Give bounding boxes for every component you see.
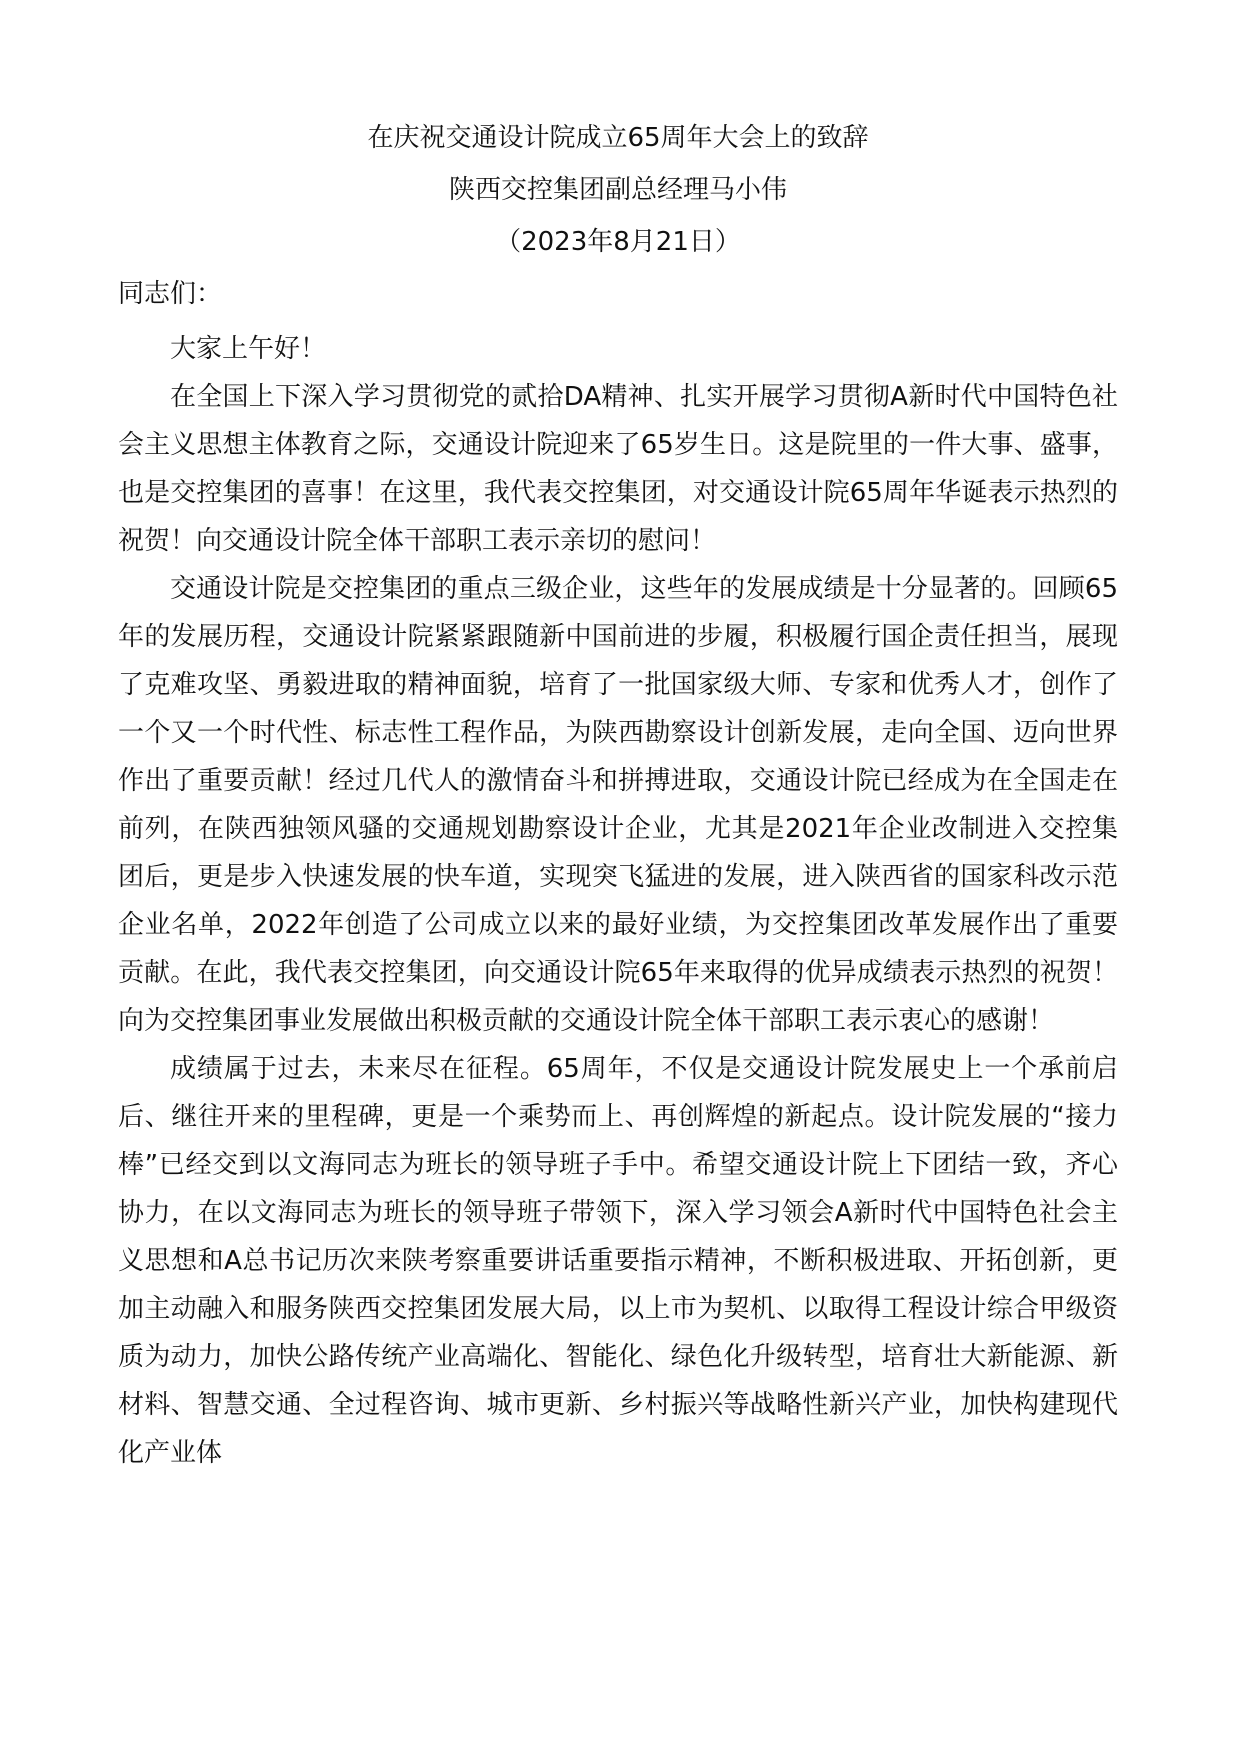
- paragraph-greeting: 大家上午好！: [170, 334, 327, 364]
- speaker-line: 陕西交控集团副总经理马小伟: [448, 175, 787, 205]
- speech-title: 在庆祝交通设计院成立65周年大会上的致辞: [367, 123, 869, 153]
- salutation: 同志们：: [118, 279, 223, 309]
- paragraph-congratulations: 在全国上下深入学习贯彻党的贰拾DA精神、扎实开展学习贯彻A新时代中国特色社会主义思想主体教育之际，交通设计院迎来了65岁生日。这是院里的一件大事、盛事，也是交控集团的喜事！在这里，我代表交控集团，对交通设计院65周年华诞表示热烈的祝贺！向交通设计院全体干部职工表示亲切的慰问！: [118, 382, 1118, 556]
- speech-date: （2023年8月21日）: [495, 227, 741, 257]
- document-page: [118, 118, 1118, 1477]
- paragraph-expectations: 成绩属于过去，未来尽在征程。65周年，不仅是交通设计院发展史上一个承前启后、继往开来的里程碑，更是一个乘势而上、再创辉煌的新起点。设计院发展的“接力棒”已经交到以文海同志为班长的领导班子手中。希望交通设计院上下团结一致，齐心协力，在以文海同志为班长的领导班子带领下，深入学习领会A新时代中国特色社会主义思想和A总书记历次来陕考察重要讲话重要指示精神，不断积极进取、开拓创新，更加主动融入和服务陕西交控集团发展大局，以上市为契机、以取得工程设计综合甲级资质为动力，加快公路传统产业高端化、智能化、绿色化升级转型，培育壮大新能源、新材料、智慧交通、全过程咨询、城市更新、乡村振兴等战略性新兴产业，加快构建现代化产业体: [118, 1054, 1118, 1468]
- paragraph-achievements: 交通设计院是交控集团的重点三级企业，这些年的发展成绩是十分显著的。回顾65年的发展历程，交通设计院紧紧跟随新中国前进的步履，积极履行国企责任担当，展现了克难攻坚、勇毅进取的精神面貌，培育了一批国家级大师、专家和优秀人才，创作了一个又一个时代性、标志性工程作品，为陕西勘察设计创新发展，走向全国、迈向世界作出了重要贡献！经过几代人的激情奋斗和拼搏进取，交通设计院已经成为在全国走在前列，在陕西独领风骚的交通规划勘察设计企业，尤其是2021年企业改制进入交控集团后，更是步入快速发展的快车道，实现突飞猛进的发展，进入陕西省的国家科改示范企业名单，2022年创造了公司成立以来的最好业绩，为交控集团改革发展作出了重要贡献。在此，我代表交控集团，向交通设计院65年来取得的优异成绩表示热烈的祝贺！向为交控集团事业发展做出积极贡献的交通设计院全体干部职工表示衷心的感谢！: [118, 574, 1118, 1036]
